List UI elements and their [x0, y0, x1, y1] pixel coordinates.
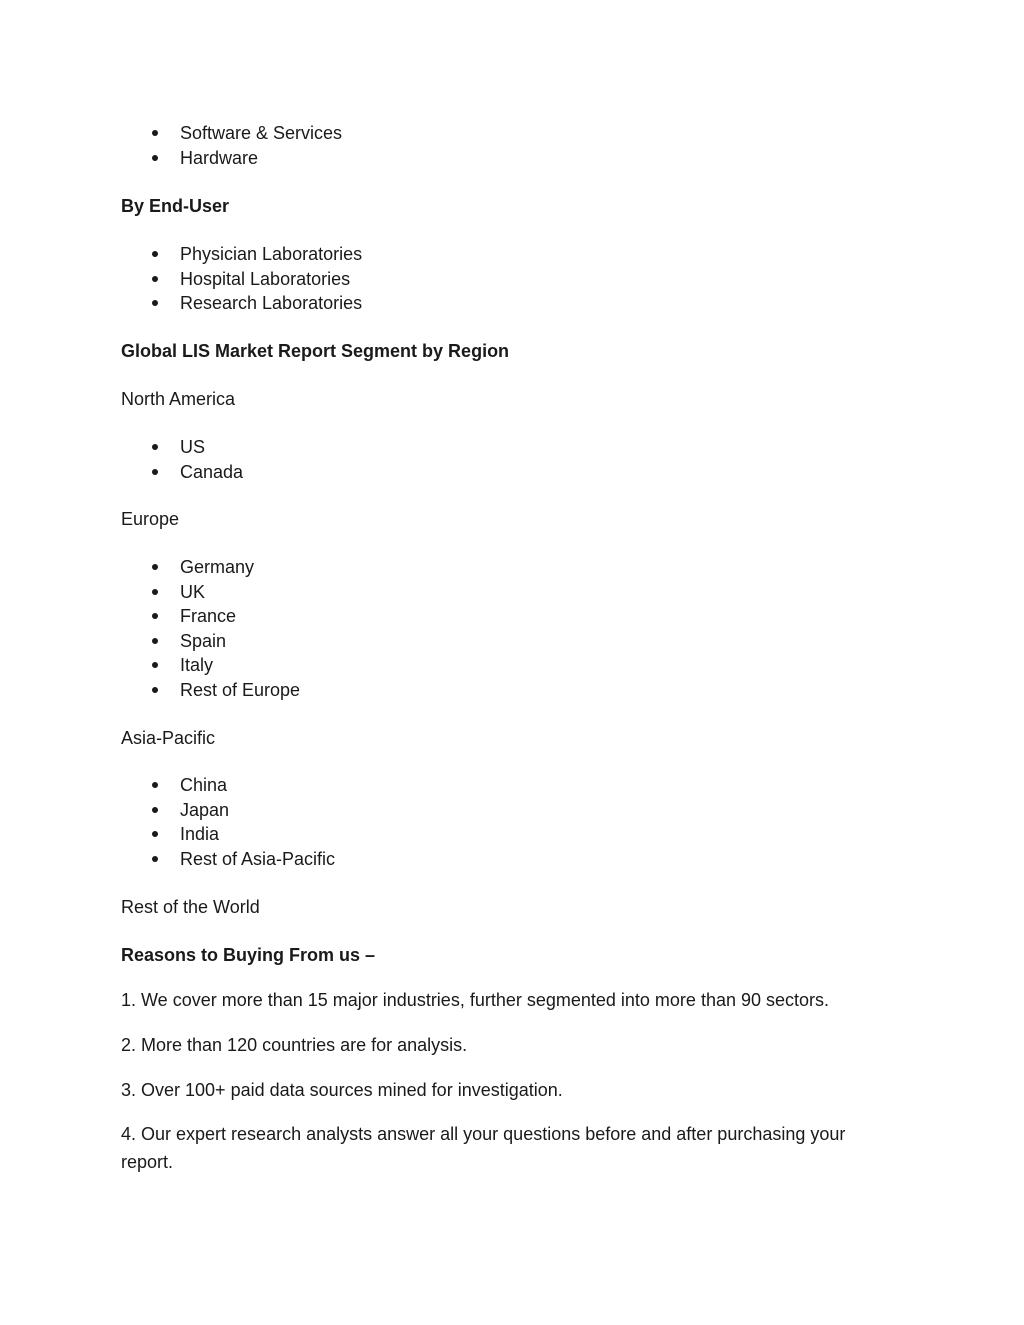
bullet-icon [152, 782, 158, 788]
list-item: Hospital Laboratories [121, 267, 362, 292]
list-item: Rest of Europe [121, 678, 300, 703]
bullet-icon [152, 687, 158, 693]
list-item: US [121, 435, 243, 460]
list-item: India [121, 822, 335, 847]
asia-pacific-list [121, 773, 335, 871]
end-user-list [121, 242, 362, 316]
list-item: Spain [121, 629, 300, 654]
north-america-list [121, 435, 243, 484]
list-item: Physician Laboratories [121, 242, 362, 267]
list-item: Germany [121, 555, 300, 580]
bullet-icon [152, 130, 158, 136]
product-type-list [121, 121, 342, 170]
reason-item-4: 4. Our expert research analysts answer all your questions before and after purchasing your report. [121, 1124, 846, 1172]
bullet-icon [152, 589, 158, 595]
region-heading: Global LIS Market Report Segment by Region [121, 341, 510, 361]
europe-list [121, 555, 300, 702]
list-item: Canada [121, 460, 243, 485]
rest-of-world-label: Rest of the World [121, 897, 260, 917]
reason-item-2: 2. More than 120 countries are for analysis. [121, 1035, 468, 1055]
reasons-heading: Reasons to Buying From us – [121, 945, 376, 965]
end-user-heading: By End-User [121, 196, 230, 216]
bullet-icon [152, 251, 158, 257]
list-item: Italy [121, 653, 300, 678]
north-america-label: North America [121, 389, 236, 409]
list-item: France [121, 604, 300, 629]
europe-label: Europe [121, 509, 180, 529]
bullet-icon [152, 662, 158, 668]
bullet-icon [152, 807, 158, 813]
bullet-icon [152, 613, 158, 619]
bullet-icon [152, 564, 158, 570]
list-item: China [121, 773, 335, 798]
list-item: UK [121, 580, 300, 605]
list-item: Software & Services [121, 121, 342, 146]
list-item: Rest of Asia-Pacific [121, 847, 335, 872]
list-item: Hardware [121, 146, 342, 171]
bullet-icon [152, 276, 158, 282]
reason-item-3: 3. Over 100+ paid data sources mined for investigation. [121, 1080, 563, 1100]
bullet-icon [152, 300, 158, 306]
bullet-icon [152, 444, 158, 450]
asia-pacific-label: Asia-Pacific [121, 728, 216, 748]
bullet-icon [152, 831, 158, 837]
reason-item-1: 1. We cover more than 15 major industries, further segmented into more than 90 sectors. [121, 990, 830, 1010]
bullet-icon [152, 638, 158, 644]
bullet-icon [152, 856, 158, 862]
list-item: Japan [121, 798, 335, 823]
bullet-icon [152, 469, 158, 475]
bullet-icon [152, 155, 158, 161]
list-item: Research Laboratories [121, 291, 362, 316]
